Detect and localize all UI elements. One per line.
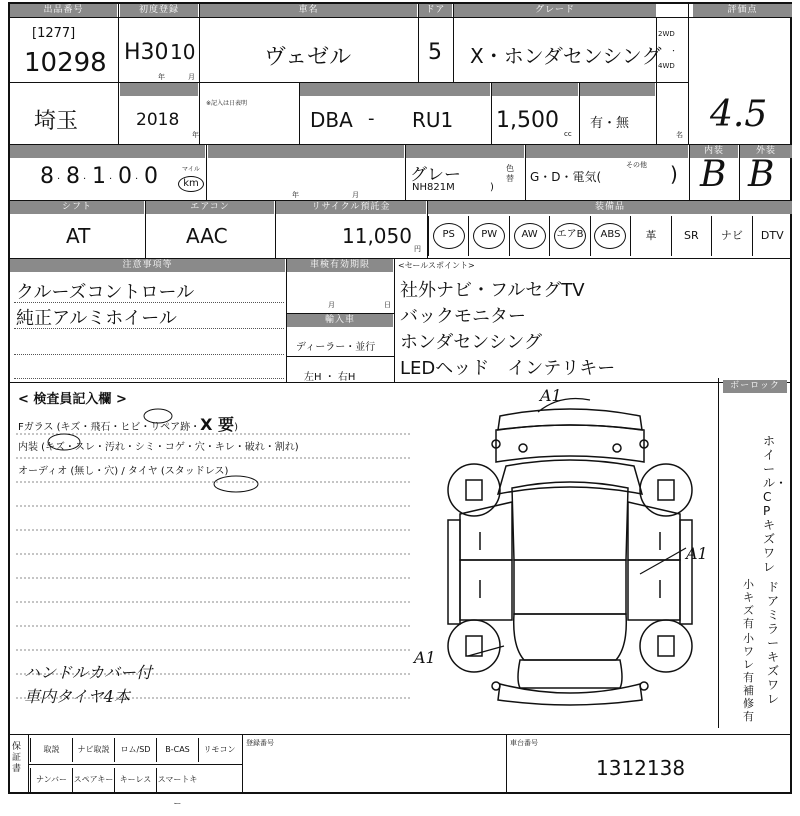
mileage-header (10, 145, 205, 158)
mileage-unit-mile: マイル (182, 166, 200, 173)
equipment-item (590, 216, 630, 256)
lot-header: 出品番号 (10, 4, 117, 17)
displacement: 1,500 (496, 108, 559, 133)
region: 埼玉 (34, 109, 79, 134)
model-code: RU1 (412, 108, 454, 132)
color: グレー (410, 165, 461, 185)
model-prefix: DBA (310, 108, 353, 132)
inspection-interior: 内装 (キズ・スレ・汚れ・シミ・コゲ・穴・キレ・破れ・割れ) (18, 442, 299, 453)
sales-label: <セールスポイント> (398, 261, 475, 270)
drive-2wd: 2WD (658, 30, 675, 38)
chassis-label: 車台番号 (510, 739, 538, 747)
damage-mark-right: A1 (686, 544, 708, 563)
interior-header: 内装 (690, 145, 738, 158)
footer-docs-top (30, 738, 240, 762)
model-note: ※記入は日表明 (206, 100, 248, 107)
mileage-digit: 1 (92, 164, 106, 189)
car-name: ヴェゼル (264, 45, 352, 70)
shaken-month: 月 (352, 191, 359, 199)
year-unit: 年 (158, 73, 165, 81)
color-code: NH821M (412, 182, 455, 193)
model-year-unit: 年 (192, 131, 199, 139)
fuel: G・D・電気( (530, 170, 602, 184)
recycle-fee: 11,050 (342, 224, 412, 248)
era: H30 (124, 40, 169, 65)
chassis-number: 1312138 (596, 756, 686, 780)
lot-sub: [1277] (32, 26, 76, 41)
turbo: 有・無 (590, 116, 630, 131)
equipment-item (549, 216, 589, 256)
name-header: 車名 (200, 4, 417, 17)
grade: X・ホンダセンシング (470, 44, 662, 68)
equipment-item: ナビ (711, 216, 751, 256)
exterior-header: 外装 (740, 145, 792, 158)
lot-number: 10298 (24, 48, 107, 78)
shaken-header (208, 145, 404, 158)
damage-mark-top: A1 (540, 386, 562, 405)
shift-header: シフト (10, 201, 144, 214)
legend-col-wheel: ホイール・CPキズ ワレ (763, 434, 788, 574)
mileage-separator: · (135, 174, 139, 185)
equipment-row (428, 216, 792, 256)
color-change: 色替 (506, 164, 514, 183)
steering-side: 左H ・ 右H (304, 372, 356, 383)
legend-col-repair: 補修有 (743, 684, 754, 723)
mileage-digit: 8 (66, 164, 80, 189)
fuel-other: その他 (626, 161, 647, 169)
interior-grade: B (700, 154, 727, 195)
equipment-circle: PW (473, 223, 505, 249)
mileage-digit: 8 (40, 164, 54, 189)
footer-doc-item: 取説 (30, 738, 72, 762)
exterior-grade: B (748, 154, 775, 195)
drive-4wd: 4WD (658, 62, 675, 70)
mileage-digit: 0 (144, 164, 158, 189)
fuel-header (526, 145, 688, 158)
equipment-item: DTV (752, 216, 792, 256)
damage-mark-left: A1 (414, 648, 436, 667)
shaken-year: 年 (292, 191, 299, 199)
mileage-separator: · (57, 174, 61, 185)
equipment-circle: エアB (554, 223, 586, 249)
reg-label: 登録番号 (246, 739, 274, 747)
recycle-header: リサイクル預託金 (276, 201, 426, 214)
footer-doc-item: ナンバー (30, 768, 72, 792)
door-header: ドア (419, 4, 452, 17)
expiry-month: 月 (328, 301, 335, 309)
caution-line-2: 純正アルミホイール (16, 308, 177, 329)
expiry-header: 車検有効期限 (287, 259, 393, 272)
equipment-circle: PS (433, 223, 465, 249)
inspection-lines (10, 384, 420, 734)
doors: 5 (428, 40, 442, 65)
expiry-day: 日 (384, 301, 391, 309)
score-header: 評価点 (693, 4, 792, 17)
sales-point-4: LEDヘッド インテリキー (400, 358, 616, 379)
caution-header: 注意事項等 (10, 259, 285, 272)
turbo-header (580, 83, 655, 96)
legend-col-mirror: ドアミラー キズ ワレ (767, 580, 780, 706)
equipment-item: SR (671, 216, 711, 256)
footer-doc-item: ナビ取説 (72, 738, 114, 762)
handwritten-note-1: ハンドルカバー付 (24, 663, 153, 682)
auction-sheet (8, 2, 792, 808)
footer-doc-item: スマートキー (156, 768, 198, 792)
ac-type: AAC (186, 224, 228, 248)
yen-unit: 円 (414, 245, 421, 253)
sales-point-2: バックモニター (400, 306, 526, 327)
footer-docs-bottom (30, 768, 240, 808)
sales-point-1: 社外ナビ・フルセグTV (400, 280, 585, 301)
inspection-title: < 検査員記入欄 > (18, 392, 127, 407)
model-year-header (120, 83, 198, 96)
windshield-text: Fガラス (キズ・飛石・ヒビ・リペア跡・ (18, 422, 201, 433)
footer-doc-item: キーレス (114, 768, 156, 792)
windshield-mark: X 要 (200, 415, 235, 434)
legend-panel (718, 378, 792, 728)
color-paren: ) (490, 182, 494, 193)
equipment-item (428, 216, 468, 256)
month: 10 (170, 40, 196, 64)
transmission: AT (66, 224, 91, 248)
equipment-item (509, 216, 549, 256)
month-unit: 月 (188, 73, 195, 81)
inspection-audio: オーディオ (無し・穴) / タイヤ (スタッドレス) (18, 466, 229, 477)
grade-header: グレード (454, 4, 656, 17)
sales-point-3: ホンダセンシング (400, 332, 543, 353)
legend-title: ボーロック (723, 380, 787, 393)
equipment-header: 装備品 (428, 201, 792, 214)
handwritten-note-2: 車内タイヤ4本 (24, 687, 130, 706)
mileage (40, 164, 180, 192)
equipment-circle: ABS (594, 223, 626, 249)
equipment-circle: AW (514, 223, 546, 249)
footer-doc-item: スペアキー (72, 768, 114, 792)
fuel-close: ) (670, 162, 678, 186)
turbo-label: 名 (676, 131, 683, 139)
dealer-parallel: ディーラー・並行 (296, 342, 376, 353)
mileage-unit-km: km (178, 176, 204, 192)
mileage-separator: · (109, 174, 113, 185)
model-header (300, 83, 490, 96)
caution-line-1: クルーズコントロール (16, 282, 195, 303)
mileage-digit: 0 (118, 164, 132, 189)
warranty-label: 保証書 (12, 742, 22, 774)
windshield-close: ) (234, 422, 238, 433)
year-header: 初度登録 (120, 4, 198, 17)
ac-header: エアコン (146, 201, 274, 214)
equipment-item: 革 (630, 216, 670, 256)
footer-doc-item: リモコン (198, 738, 240, 762)
footer-doc-item: ロム/SD (114, 738, 156, 762)
color-header (406, 145, 524, 158)
cc-unit: cc (564, 130, 572, 138)
model-dash: - (368, 108, 375, 129)
legend-col-mirror-note: 小ワレ有 (743, 632, 754, 684)
equipment-item (468, 216, 508, 256)
score-handwritten: 4.5 (710, 94, 768, 135)
displacement-header (492, 83, 578, 96)
legend-col-wheel-note: 小キズ有 (743, 578, 754, 630)
footer-doc-item: B-CAS (156, 738, 198, 762)
model-year: 2018 (136, 110, 180, 130)
mileage-separator: · (83, 174, 87, 185)
drive-dot: ・ (670, 47, 677, 55)
car-diagram (420, 384, 720, 714)
import-header: 輸入車 (287, 314, 393, 327)
